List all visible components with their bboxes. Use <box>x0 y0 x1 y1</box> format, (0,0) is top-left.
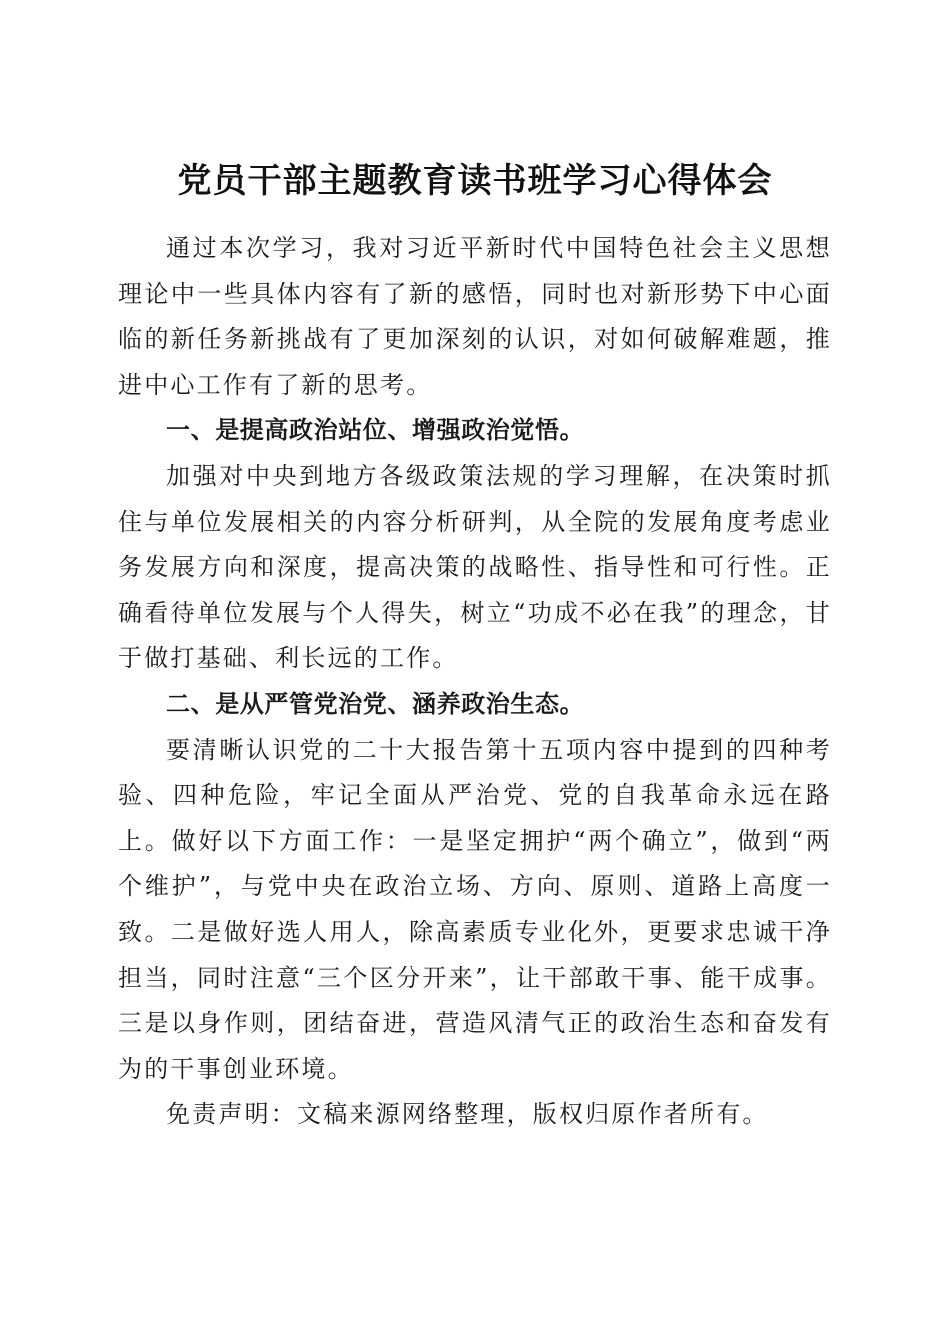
document-title: 党员干部主题教育读书班学习心得体会 <box>177 160 773 201</box>
paragraph-section-2: 要清晰认识党的二十大报告第十五项内容中提到的四种考验、四种危险，牢记全面从严治党、党的自我革命永远在路上。做好以下方面工作：一是坚定拥护“两个确立”，做到“两个维护”，与党中央在政治立场、方向、原则、道路上高度一致。二是做好选人用人，除高素质专业化外，更要求忠诚干净担当，同时注意“三个区分开来”，让干部敢干事、能干成事。三是以身作则，团结奋进，营造风清气正的政治生态和奋发有为的干事创业环境。 <box>118 735 832 1083</box>
section-heading-2: 二、是从严管党治党、涵养政治生态。 <box>166 689 585 718</box>
disclaimer: 免责声明：文稿来源网络整理，版权归原作者所有。 <box>166 1100 769 1129</box>
document-body <box>118 226 832 1138</box>
paragraph-intro: 通过本次学习，我对习近平新时代中国特色社会主义思想理论中一些具体内容有了新的感悟，同时也对新形势下中心面临的新任务新挑战有了更加深刻的认识，对如何破解难题，推进中心工作有了新的思考。 <box>118 234 832 399</box>
paragraph-section-1: 加强对中央到地方各级政策法规的学习理解，在决策时抓住与单位发展相关的内容分析研判，从全院的发展角度考虑业务发展方向和深度，提高决策的战略性、指导性和可行性。正确看待单位发展与个人得失，树立“功成不必在我”的理念，甘于做打基础、利长远的工作。 <box>118 461 832 673</box>
section-heading-1: 一、是提高政治站位、增强政治觉悟。 <box>166 416 585 445</box>
